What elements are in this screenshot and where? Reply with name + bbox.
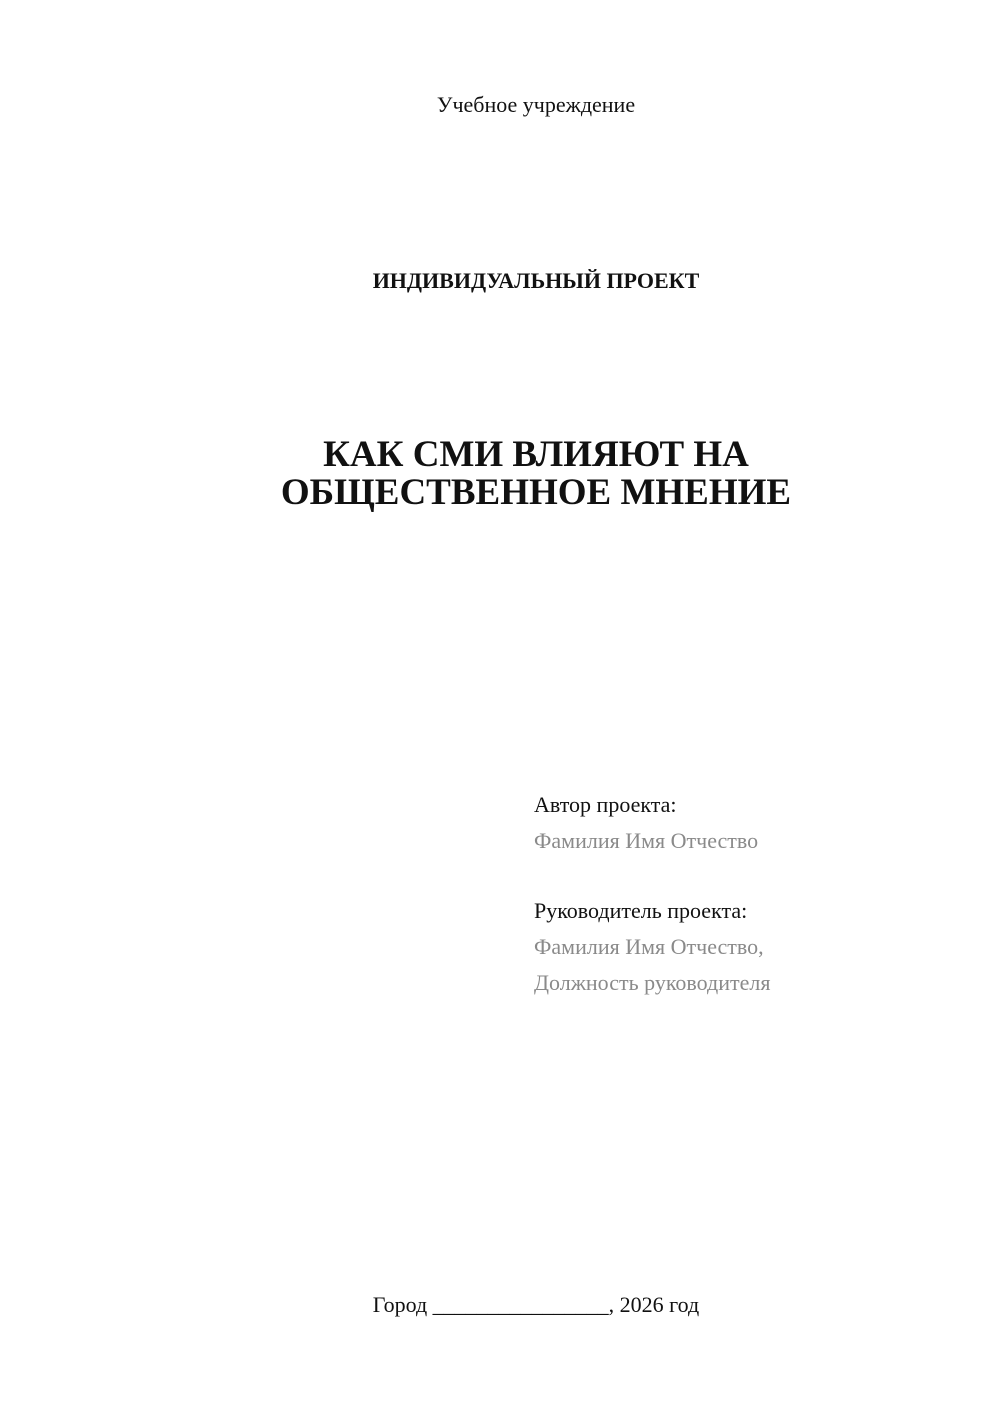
author-label: Автор проекта:: [534, 792, 677, 817]
project-info-block: [534, 787, 770, 1001]
project-title-line-2: ОБЩЕСТВЕННОЕ МНЕНИЕ: [280, 472, 792, 513]
supervisor-label: Руководитель проекта:: [534, 898, 748, 923]
supervisor-position: Должность руководителя: [534, 970, 771, 995]
city-year-footer: Город ________________, 2026 год: [372, 1292, 700, 1317]
author-name: Фамилия Имя Отчество: [534, 828, 759, 853]
project-title: [0, 436, 1000, 512]
info-spacer: [534, 859, 770, 893]
supervisor-name: Фамилия Имя Отчество,: [534, 934, 764, 959]
institution-name: Учебное учреждение: [436, 92, 636, 117]
project-title-line-1: КАК СМИ ВЛИЯЮТ НА: [323, 434, 749, 475]
document-type-heading: ИНДИВИДУАЛЬНЫЙ ПРОЕКТ: [372, 268, 700, 293]
